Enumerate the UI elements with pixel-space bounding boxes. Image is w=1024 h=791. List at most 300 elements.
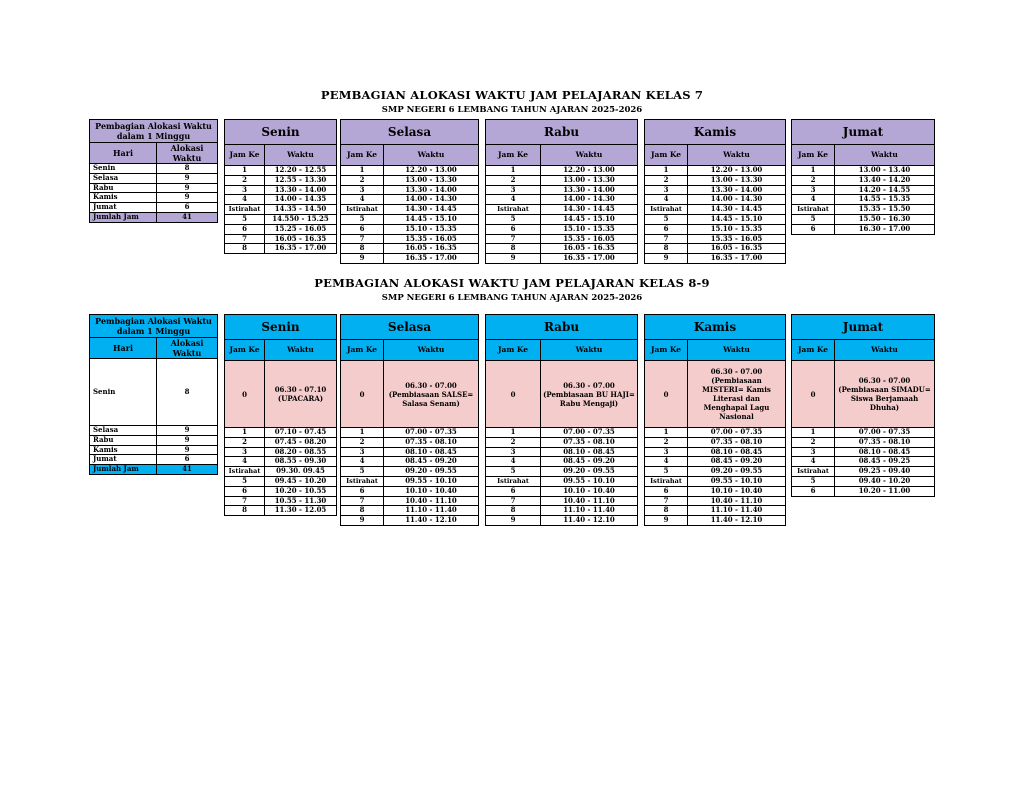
schedule-row — [792, 185, 935, 195]
col-waktu: Waktu — [835, 145, 935, 166]
habituation-activity: 06.30 - 07.00 (Pembiasaan BU HAJI= Rabu Mengaji) — [541, 361, 638, 428]
schedule-row — [341, 214, 479, 224]
schedule-row — [225, 486, 337, 496]
schedule-row — [792, 457, 935, 467]
summary-total-row — [90, 212, 218, 222]
period-time: 16.05 - 16.35 — [265, 234, 337, 244]
period-time: 08.10 - 08.45 — [688, 447, 786, 457]
col-jam-ke: Jam Ke — [792, 145, 835, 166]
summary-row — [90, 173, 218, 183]
period-time: 07.00 - 07.35 — [835, 428, 935, 438]
schedule-row — [645, 234, 786, 244]
summary-day: Kamis — [90, 445, 157, 455]
schedule-row — [486, 185, 638, 195]
period-number: 1 — [486, 428, 541, 438]
summary-day: Senin — [90, 359, 157, 426]
period-time: 16.35 - 17.00 — [384, 254, 479, 264]
period-time: 13.40 - 14.20 — [835, 175, 935, 185]
period-number: 6 — [792, 486, 835, 496]
day-table-senin-k89 — [224, 314, 337, 516]
summary-total-row — [90, 465, 218, 475]
period-number: 2 — [225, 437, 265, 447]
period-time: 15.35 - 16.05 — [688, 234, 786, 244]
period-number: 9 — [645, 516, 688, 526]
summary-col-hari: Hari — [90, 143, 157, 164]
summary-row — [90, 435, 218, 445]
schedule-row — [225, 428, 337, 438]
period-number: 8 — [486, 244, 541, 254]
subtitle-kelas-8-9: SMP NEGERI 6 LEMBANG TAHUN AJARAN 2025-2026 — [381, 293, 643, 303]
period-time: 14.550 - 15.25 — [265, 214, 337, 224]
schedule-row — [645, 175, 786, 185]
schedule-row — [486, 195, 638, 205]
summary-row — [90, 445, 218, 455]
habituation-row — [792, 361, 935, 428]
schedule-row — [486, 476, 638, 486]
period-number: 6 — [792, 224, 835, 234]
schedule-row — [792, 428, 935, 438]
schedule-row — [225, 224, 337, 234]
schedule-row — [645, 476, 786, 486]
period-time: 16.05 - 16.35 — [541, 244, 638, 254]
habituation-period: 0 — [225, 361, 265, 428]
schedule-row — [486, 244, 638, 254]
schedule-row — [486, 214, 638, 224]
period-number: Istirahat — [645, 476, 688, 486]
period-number: 6 — [645, 486, 688, 496]
schedule-row — [645, 496, 786, 506]
summary-header: Pembagian Alokasi Waktu dalam 1 Minggu — [90, 315, 218, 338]
period-time: 13.30 - 14.00 — [265, 185, 337, 195]
summary-total-value: 41 — [157, 212, 218, 222]
period-time: 08.20 - 08.55 — [265, 447, 337, 457]
schedule-row — [486, 234, 638, 244]
period-number: 9 — [341, 254, 384, 264]
day-table-jumat-k89 — [791, 314, 935, 497]
schedule-row — [225, 195, 337, 205]
schedule-row — [225, 175, 337, 185]
period-number: 5 — [341, 467, 384, 477]
period-time: 09.45 - 10.20 — [265, 476, 337, 486]
schedule-row — [645, 166, 786, 176]
schedule-row — [225, 476, 337, 486]
title-kelas-7: PEMBAGIAN ALOKASI WAKTU JAM PELAJARAN KELAS 7 — [320, 88, 704, 102]
schedule-row — [792, 195, 935, 205]
day-table-selasa-k7 — [340, 119, 479, 264]
period-time: 15.10 - 15.35 — [384, 224, 479, 234]
period-time: 09.55 - 10.10 — [688, 476, 786, 486]
schedule-row — [486, 437, 638, 447]
period-time: 12.20 - 13.00 — [541, 166, 638, 176]
period-time: 10.40 - 11.10 — [541, 496, 638, 506]
period-time: 09.20 - 09.55 — [688, 467, 786, 477]
period-time: 11.40 - 12.10 — [541, 516, 638, 526]
schedule-row — [486, 447, 638, 457]
summary-col-alokasi: Alokasi Waktu — [157, 338, 218, 359]
period-number: 2 — [486, 175, 541, 185]
period-time: 09.25 - 09.40 — [835, 467, 935, 477]
schedule-row — [792, 224, 935, 234]
period-time: 11.40 - 12.10 — [688, 516, 786, 526]
period-time: 11.30 - 12.05 — [265, 506, 337, 516]
period-time: 16.05 - 16.35 — [384, 244, 479, 254]
period-number: 6 — [341, 486, 384, 496]
day-name: Selasa — [341, 315, 479, 340]
col-jam-ke: Jam Ke — [792, 340, 835, 361]
summary-table-k89 — [89, 314, 218, 475]
summary-table-k7 — [89, 119, 218, 223]
schedule-row — [645, 254, 786, 264]
period-number: 2 — [645, 175, 688, 185]
period-number: 3 — [486, 447, 541, 457]
period-time: 13.30 - 14.00 — [541, 185, 638, 195]
period-number: 7 — [486, 496, 541, 506]
schedule-row — [645, 428, 786, 438]
period-number: 7 — [225, 234, 265, 244]
summary-value: 9 — [157, 173, 218, 183]
schedule-row — [341, 486, 479, 496]
habituation-activity: 06.30 - 07.00 (Pembiasaan MISTERI= Kamis Literasi dan Menghapal Lagu Nasional — [688, 361, 786, 428]
period-time: 12.20 - 13.00 — [384, 166, 479, 176]
period-time: 12.55 - 13.30 — [265, 175, 337, 185]
summary-day: Senin — [90, 164, 157, 174]
schedule-row — [792, 476, 935, 486]
schedule-row — [341, 467, 479, 477]
summary-value: 8 — [157, 359, 218, 426]
period-number: 1 — [645, 166, 688, 176]
period-time: 14.00 - 14.30 — [541, 195, 638, 205]
period-number: 1 — [341, 428, 384, 438]
period-number: 8 — [645, 244, 688, 254]
period-number: 8 — [341, 244, 384, 254]
period-time: 07.00 - 07.35 — [541, 428, 638, 438]
summary-total-value: 41 — [157, 465, 218, 475]
schedule-row — [486, 428, 638, 438]
day-table-senin-k7 — [224, 119, 337, 254]
period-number: 4 — [792, 457, 835, 467]
period-number: 1 — [341, 166, 384, 176]
summary-value: 9 — [157, 193, 218, 203]
schedule-row — [486, 496, 638, 506]
schedule-row — [645, 224, 786, 234]
period-number: 5 — [792, 214, 835, 224]
period-time: 09.20 - 09.55 — [384, 467, 479, 477]
period-number: 3 — [341, 447, 384, 457]
period-number: 3 — [792, 185, 835, 195]
schedule-row — [341, 195, 479, 205]
day-name: Senin — [225, 120, 337, 145]
schedule-row — [341, 175, 479, 185]
period-number: 3 — [645, 447, 688, 457]
period-time: 14.00 - 14.35 — [265, 195, 337, 205]
day-table-rabu-k89 — [485, 314, 638, 526]
period-number: 3 — [486, 185, 541, 195]
period-number: 5 — [645, 214, 688, 224]
summary-day: Selasa — [90, 173, 157, 183]
schedule-row — [645, 205, 786, 215]
period-number: 5 — [225, 214, 265, 224]
period-time: 07.00 - 07.35 — [688, 428, 786, 438]
period-time: 16.30 - 17.00 — [835, 224, 935, 234]
period-time: 16.05 - 16.35 — [688, 244, 786, 254]
summary-row — [90, 164, 218, 174]
period-number: 3 — [792, 447, 835, 457]
period-time: 07.10 - 07.45 — [265, 428, 337, 438]
summary-total-label: Jumlah Jam — [90, 465, 157, 475]
habituation-row — [341, 361, 479, 428]
schedule-row — [486, 467, 638, 477]
schedule-row — [792, 166, 935, 176]
habituation-row — [486, 361, 638, 428]
period-time: 10.10 - 10.40 — [541, 486, 638, 496]
day-name: Kamis — [645, 315, 786, 340]
col-waktu: Waktu — [835, 340, 935, 361]
summary-value: 9 — [157, 183, 218, 193]
summary-col-hari: Hari — [90, 338, 157, 359]
period-time: 15.50 - 16.30 — [835, 214, 935, 224]
schedule-row — [341, 205, 479, 215]
period-time: 10.20 - 10.55 — [265, 486, 337, 496]
schedule-row — [645, 214, 786, 224]
day-name: Jumat — [792, 315, 935, 340]
period-time: 13.00 - 13.30 — [541, 175, 638, 185]
period-number: 1 — [225, 428, 265, 438]
schedule-row — [645, 185, 786, 195]
period-time: 16.35 - 17.00 — [688, 254, 786, 264]
summary-row — [90, 426, 218, 436]
schedule-row — [486, 224, 638, 234]
period-number: 5 — [225, 476, 265, 486]
period-number: 4 — [645, 457, 688, 467]
period-number: 9 — [645, 254, 688, 264]
period-time: 14.45 - 15.10 — [541, 214, 638, 224]
period-number: 2 — [341, 175, 384, 185]
period-time: 14.00 - 14.30 — [688, 195, 786, 205]
day-name: Rabu — [486, 120, 638, 145]
period-time: 15.10 - 15.35 — [688, 224, 786, 234]
col-jam-ke: Jam Ke — [341, 145, 384, 166]
schedule-row — [225, 214, 337, 224]
schedule-row — [341, 254, 479, 264]
period-number: 2 — [225, 175, 265, 185]
summary-day: Selasa — [90, 426, 157, 436]
period-time: 09.40 - 10.20 — [835, 476, 935, 486]
period-number: 1 — [792, 166, 835, 176]
schedule-row — [225, 457, 337, 467]
period-time: 07.35 - 08.10 — [688, 437, 786, 447]
period-number: 2 — [486, 437, 541, 447]
summary-value: 6 — [157, 455, 218, 465]
schedule-row — [645, 467, 786, 477]
period-time: 13.30 - 14.00 — [688, 185, 786, 195]
day-table-jumat-k7 — [791, 119, 935, 235]
period-number: 2 — [792, 175, 835, 185]
col-waktu: Waktu — [541, 340, 638, 361]
period-time: 08.10 - 08.45 — [541, 447, 638, 457]
period-time: 08.45 - 09.20 — [541, 457, 638, 467]
period-number: 6 — [225, 486, 265, 496]
period-number: 2 — [792, 437, 835, 447]
col-waktu: Waktu — [688, 340, 786, 361]
summary-col-alokasi: Alokasi Waktu — [157, 143, 218, 164]
period-number: 2 — [341, 437, 384, 447]
period-number: Istirahat — [645, 205, 688, 215]
summary-row — [90, 203, 218, 213]
summary-value: 9 — [157, 435, 218, 445]
summary-day: Jumat — [90, 203, 157, 213]
schedule-row — [792, 467, 935, 477]
schedule-row — [486, 254, 638, 264]
day-table-kamis-k7 — [644, 119, 786, 264]
schedule-row — [225, 205, 337, 215]
period-number: 7 — [341, 496, 384, 506]
period-time: 14.30 - 14.45 — [541, 205, 638, 215]
col-jam-ke: Jam Ke — [225, 145, 265, 166]
day-name: Selasa — [341, 120, 479, 145]
subtitle-kelas-7: SMP NEGERI 6 LEMBANG TAHUN AJARAN 2025-2026 — [381, 105, 643, 115]
schedule-row — [792, 486, 935, 496]
col-waktu: Waktu — [265, 340, 337, 361]
schedule-row — [341, 244, 479, 254]
period-number: 9 — [341, 516, 384, 526]
period-number: 6 — [486, 224, 541, 234]
period-time: 15.10 - 15.35 — [541, 224, 638, 234]
col-waktu: Waktu — [384, 340, 479, 361]
period-time: 14.30 - 14.45 — [688, 205, 786, 215]
habituation-row — [645, 361, 786, 428]
period-time: 07.45 - 08.20 — [265, 437, 337, 447]
period-number: 8 — [486, 506, 541, 516]
schedule-row — [341, 224, 479, 234]
schedule-row — [225, 166, 337, 176]
schedule-row — [341, 506, 479, 516]
summary-row — [90, 455, 218, 465]
period-number: 4 — [225, 195, 265, 205]
period-number: 7 — [486, 234, 541, 244]
period-number: 9 — [486, 254, 541, 264]
schedule-row — [225, 447, 337, 457]
col-waktu: Waktu — [688, 145, 786, 166]
habituation-activity: 06.30 - 07.10 (UPACARA) — [265, 361, 337, 428]
summary-value: 9 — [157, 445, 218, 455]
summary-value: 9 — [157, 426, 218, 436]
schedule-row — [225, 467, 337, 477]
period-number: 8 — [341, 506, 384, 516]
habituation-period: 0 — [792, 361, 835, 428]
period-number: Istirahat — [486, 205, 541, 215]
col-jam-ke: Jam Ke — [645, 145, 688, 166]
period-number: 6 — [225, 224, 265, 234]
day-table-selasa-k89 — [340, 314, 479, 526]
col-waktu: Waktu — [541, 145, 638, 166]
period-time: 14.55 - 15.35 — [835, 195, 935, 205]
period-time: 10.10 - 10.40 — [384, 486, 479, 496]
schedule-row — [225, 437, 337, 447]
period-time: 07.35 - 08.10 — [541, 437, 638, 447]
period-number: 5 — [792, 476, 835, 486]
col-jam-ke: Jam Ke — [486, 340, 541, 361]
period-number: 3 — [225, 185, 265, 195]
col-jam-ke: Jam Ke — [486, 145, 541, 166]
schedule-row — [792, 175, 935, 185]
period-number: 5 — [645, 467, 688, 477]
period-time: 08.10 - 08.45 — [835, 447, 935, 457]
schedule-row — [645, 486, 786, 496]
schedule-row — [341, 185, 479, 195]
period-time: 10.55 - 11.30 — [265, 496, 337, 506]
col-jam-ke: Jam Ke — [225, 340, 265, 361]
schedule-row — [645, 437, 786, 447]
period-time: 15.35 - 15.50 — [835, 205, 935, 215]
schedule-row — [645, 516, 786, 526]
day-name: Rabu — [486, 315, 638, 340]
habituation-row — [225, 361, 337, 428]
period-number: 4 — [225, 457, 265, 467]
period-number: 4 — [645, 195, 688, 205]
summary-row — [90, 193, 218, 203]
period-number: 5 — [341, 214, 384, 224]
summary-day: Rabu — [90, 435, 157, 445]
period-time: 11.10 - 11.40 — [541, 506, 638, 516]
schedule-row — [486, 486, 638, 496]
period-number: 7 — [645, 496, 688, 506]
period-time: 08.10 - 08.45 — [384, 447, 479, 457]
schedule-row — [341, 234, 479, 244]
col-waktu: Waktu — [265, 145, 337, 166]
period-number: Istirahat — [341, 476, 384, 486]
schedule-row — [792, 437, 935, 447]
period-time: 08.45 - 09.25 — [835, 457, 935, 467]
period-time: 08.45 - 09.20 — [688, 457, 786, 467]
summary-day: Jumat — [90, 455, 157, 465]
schedule-row — [341, 447, 479, 457]
schedule-row — [792, 447, 935, 457]
period-number: 4 — [341, 457, 384, 467]
period-time: 10.40 - 11.10 — [384, 496, 479, 506]
period-time: 14.45 - 15.10 — [688, 214, 786, 224]
period-number: 8 — [645, 506, 688, 516]
period-time: 16.35 - 17.00 — [541, 254, 638, 264]
period-number: 1 — [645, 428, 688, 438]
period-time: 07.35 - 08.10 — [384, 437, 479, 447]
habituation-activity: 06.30 - 07.00 (Pembiasaan SALSE= Salasa Senam) — [384, 361, 479, 428]
period-time: 11.40 - 12.10 — [384, 516, 479, 526]
period-time: 15.35 - 16.05 — [384, 234, 479, 244]
schedule-row — [792, 214, 935, 224]
schedule-row — [486, 166, 638, 176]
period-number: Istirahat — [792, 467, 835, 477]
period-time: 09.55 - 10.10 — [384, 476, 479, 486]
period-time: 15.25 - 16.05 — [265, 224, 337, 234]
schedule-row — [225, 506, 337, 516]
period-number: 6 — [341, 224, 384, 234]
habituation-period: 0 — [645, 361, 688, 428]
schedule-row — [341, 516, 479, 526]
schedule-row — [645, 457, 786, 467]
schedule-row — [341, 496, 479, 506]
period-time: 12.20 - 12.55 — [265, 166, 337, 176]
schedule-row — [645, 244, 786, 254]
period-time: 11.10 - 11.40 — [688, 506, 786, 516]
period-time: 10.10 - 10.40 — [688, 486, 786, 496]
period-time: 13.30 - 14.00 — [384, 185, 479, 195]
day-name: Kamis — [645, 120, 786, 145]
period-number: 4 — [341, 195, 384, 205]
period-number: 1 — [486, 166, 541, 176]
period-number: 4 — [486, 457, 541, 467]
period-time: 10.20 - 11.00 — [835, 486, 935, 496]
schedule-row — [645, 506, 786, 516]
